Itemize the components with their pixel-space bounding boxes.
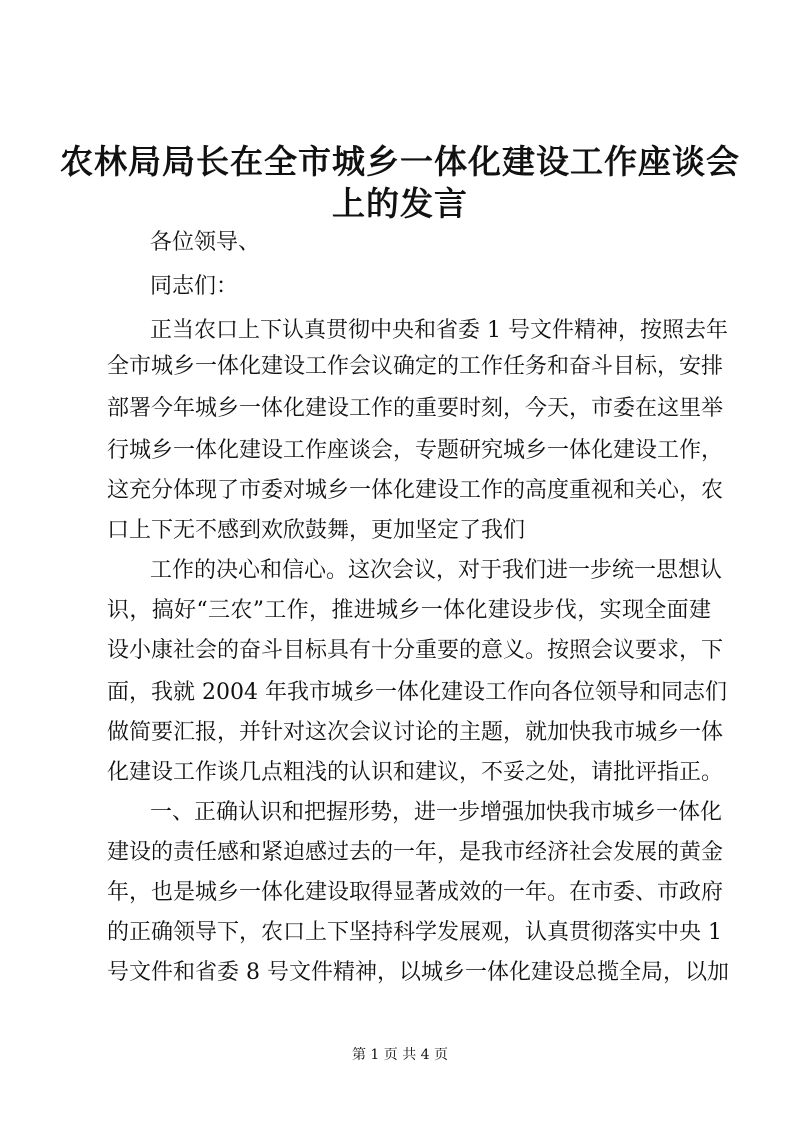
- paragraph-line: 这充分体现了市委对城乡一体化建设工作的高度重视和关心，农: [107, 478, 724, 503]
- page-footer: 第 1 页 共 4 页: [351, 1047, 449, 1063]
- section-heading-line: 一、正确认识和把握形势，进一步增强加快我市城乡一体化: [150, 800, 723, 825]
- paragraph-line: 做简要汇报，并针对这次会议讨论的主题，就加快我市城乡一体: [107, 720, 724, 745]
- paragraph-line: 工作的决心和信心。这次会议，对于我们进一步统一思想认: [150, 558, 723, 583]
- paragraph-line: 建设的责任感和紧迫感过去的一年，是我市经济社会发展的黄金: [107, 840, 724, 865]
- paragraph-line: 行城乡一体化建设工作座谈会，专题研究城乡一体化建设工作，: [107, 438, 724, 463]
- salutation-line-1: 各位领导、: [150, 230, 261, 255]
- salutation-line-2: 同志们：: [150, 274, 239, 299]
- paragraph-line: 号文件和省委 8 号文件精神，以城乡一体化建设总揽全局，以加: [107, 960, 729, 985]
- paragraph-line: 口上下无不感到欢欣鼓舞，更加坚定了我们: [107, 518, 526, 543]
- paragraph-line: 化建设工作谈几点粗浅的认识和建议，不妥之处，请批评指正。: [107, 760, 724, 785]
- paragraph-line: 全市城乡一体化建设工作会议确定的工作任务和奋斗目标，安排: [107, 354, 724, 379]
- document-title-line-1: 农林局局长在全市城乡一体化建设工作座谈会: [60, 142, 740, 181]
- paragraph-line: 面，我就 2004 年我市城乡一体化建设工作向各位领导和同志们: [107, 680, 727, 705]
- paragraph-line: 识，搞好“三农”工作，推进城乡一体化建设步伐，实现全面建: [107, 598, 711, 623]
- paragraph-line: 部署今年城乡一体化建设工作的重要时刻，今天，市委在这里举: [107, 396, 724, 421]
- document-title-line-2: 上的发言: [332, 184, 468, 223]
- paragraph-line: 正当农口上下认真贯彻中央和省委 1 号文件精神，按照去年: [150, 318, 728, 343]
- paragraph-line: 设小康社会的奋斗目标具有十分重要的意义。按照会议要求，下: [107, 638, 724, 663]
- paragraph-line: 年，也是城乡一体化建设取得显著成效的一年。在市委、市政府: [107, 880, 724, 905]
- paragraph-line: 的正确领导下，农口上下坚持科学发展观，认真贯彻落实中央 1: [107, 920, 722, 945]
